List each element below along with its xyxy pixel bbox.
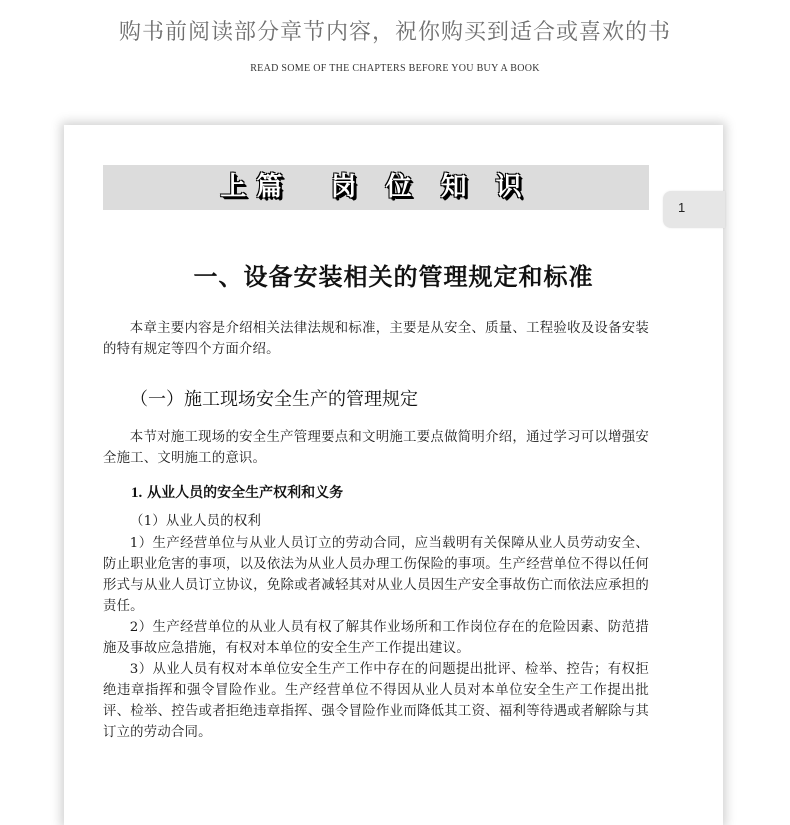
- banner-title: 购书前阅读部分章节内容，祝你购买到适合或喜欢的书: [118, 20, 671, 45]
- section-title: （一）施工现场安全生产的管理规定: [130, 389, 418, 410]
- subsection-label: 从业人员的安全生产权利和义务: [147, 485, 344, 501]
- section-intro-paragraph: 本节对施工现场的安全生产管理要点和文明施工要点做简明介绍，通过学习可以增强安全施工、文明施工的意识。: [103, 430, 649, 466]
- chapter-title: 一、设备安装相关的管理规定和标准: [193, 263, 594, 291]
- part-title-band: [103, 165, 649, 210]
- item-label: （1）从业人员的权利: [130, 514, 262, 529]
- paragraph-1: 1）生产经营单位与从业人员订立的劳动合同，应当载明有关保障从业人员劳动安全、防止职业危害的事项，以及依法为从业人员办理工伤保险的事项。生产经营单位不得以任何形式与从业人员订立协议，免除或者减轻其对从业人员因生产安全事故伤亡而依法应承担的责任。: [103, 536, 649, 614]
- paragraph-3: 3）从业人员有权对本单位安全生产工作中存在的问题提出批评、检举、控告；有权拒绝违章指挥和强令冒险作业。生产经营单位不得因从业人员对本单位安全生产工作提出批评、检举、控告或者拒绝违章指挥、强令冒险作业而降低其工资、福利等待遇或者解除与其订立的劳动合同。: [103, 662, 649, 740]
- chapter-intro-paragraph: 本章主要内容是介绍相关法律法规和标准，主要是从安全、质量、工程验收及设备安装的特有规定等四个方面介绍。: [103, 321, 649, 357]
- part-title: 上篇 岗 位 知 识: [220, 172, 532, 202]
- banner-subtitle: READ SOME OF THE CHAPTERS BEFORE YOU BUY A BOOK: [250, 63, 540, 74]
- subsection-number: 1.: [131, 485, 143, 501]
- paragraph-2: 2）生产经营单位的从业人员有权了解其作业场所和工作岗位存在的危险因素、防范措施及事故应急措施，有权对本单位的安全生产工作提出建议。: [103, 620, 649, 656]
- page-number-tab[interactable]: [663, 191, 725, 228]
- document-page: [64, 125, 723, 825]
- subsection-title: [131, 482, 343, 504]
- page-number: 1: [678, 200, 686, 215]
